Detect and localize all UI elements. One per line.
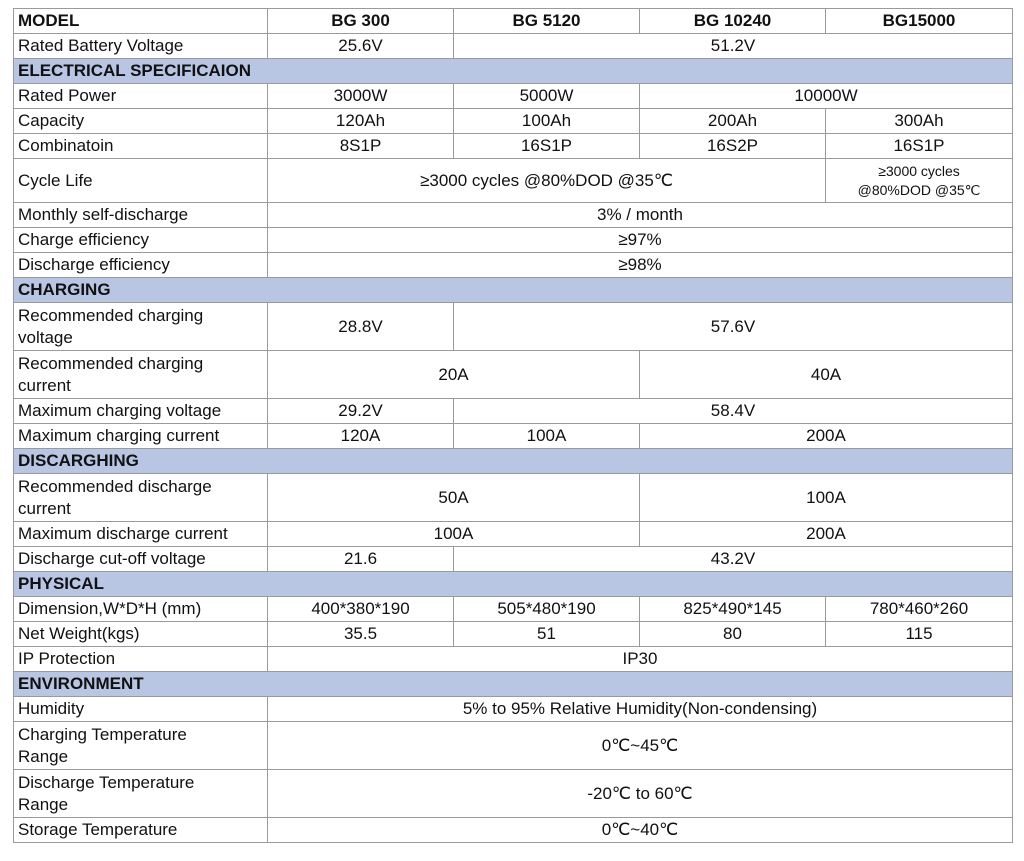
- cell-value: 0℃~45℃: [268, 722, 1013, 770]
- cell-value: 35.5: [268, 622, 454, 647]
- cell-value: 100A: [640, 474, 1013, 522]
- cell-value: 200Ah: [640, 109, 826, 134]
- cell-value: 25.6V: [268, 34, 454, 59]
- cell-value: 28.8V: [268, 303, 454, 351]
- section-environment: [14, 672, 1013, 697]
- section-charging: [14, 278, 1013, 303]
- section-title: ENVIRONMENT: [14, 672, 1013, 697]
- row-label: Storage Temperature: [14, 818, 268, 843]
- cell-value: 51.2V: [454, 34, 1013, 59]
- rec-charge-voltage-row: [14, 303, 1013, 351]
- row-label: Maximum discharge current: [14, 522, 268, 547]
- row-label: [14, 474, 268, 522]
- cell-value: 16S2P: [640, 134, 826, 159]
- discharge-efficiency-row: [14, 253, 1013, 278]
- label-line: Discharge Temperature: [18, 772, 195, 792]
- model-bg10240: BG 10240: [640, 9, 826, 34]
- cell-value: 29.2V: [268, 399, 454, 424]
- cell-value: IP30: [268, 647, 1013, 672]
- label-line: current: [18, 375, 71, 395]
- humidity-row: [14, 697, 1013, 722]
- section-discharging: [14, 449, 1013, 474]
- label-line: voltage: [18, 327, 73, 347]
- cell-value: 10000W: [640, 84, 1013, 109]
- section-title: PHYSICAL: [14, 572, 1013, 597]
- cell-value: 43.2V: [454, 547, 1013, 572]
- cell-value: 200A: [640, 424, 1013, 449]
- section-title: DISCARGHING: [14, 449, 1013, 474]
- weight-row: [14, 622, 1013, 647]
- cell-value: 400*380*190: [268, 597, 454, 622]
- row-label: Combinatoin: [14, 134, 268, 159]
- section-title: ELECTRICAL SPECIFICAION: [14, 59, 1013, 84]
- row-label: Cycle Life: [14, 159, 268, 203]
- cell-value: 8S1P: [268, 134, 454, 159]
- row-label: Rated Power: [14, 84, 268, 109]
- cell-value: 21.6: [268, 547, 454, 572]
- cell-value: 300Ah: [826, 109, 1013, 134]
- storage-temp-row: [14, 818, 1013, 843]
- cell-value: 200A: [640, 522, 1013, 547]
- label-line: Recommended discharge: [18, 476, 212, 496]
- combination-row: [14, 134, 1013, 159]
- cell-value: ≥97%: [268, 228, 1013, 253]
- cell-value: 505*480*190: [454, 597, 640, 622]
- row-label: Dimension,W*D*H (mm): [14, 597, 268, 622]
- cell-value: 16S1P: [454, 134, 640, 159]
- cell-line: @80%DOD @35℃: [857, 181, 981, 198]
- cell-value: 3000W: [268, 84, 454, 109]
- rec-charge-current-row: [14, 351, 1013, 399]
- cell-value: 100A: [454, 424, 640, 449]
- cell-value: 120Ah: [268, 109, 454, 134]
- model-bg300: BG 300: [268, 9, 454, 34]
- discharge-temp-row: [14, 770, 1013, 818]
- cutoff-voltage-row: [14, 547, 1013, 572]
- cell-line: ≥3000 cycles: [878, 162, 960, 179]
- row-label: Maximum charging current: [14, 424, 268, 449]
- label-line: current: [18, 498, 71, 518]
- cell-value: 3% / month: [268, 203, 1013, 228]
- charge-efficiency-row: [14, 228, 1013, 253]
- label-line: Recommended charging: [18, 353, 204, 373]
- spec-table: [13, 8, 1013, 843]
- model-header: MODEL: [14, 9, 268, 34]
- row-label: Monthly self-discharge: [14, 203, 268, 228]
- dimension-row: [14, 597, 1013, 622]
- rated-power-row: [14, 84, 1013, 109]
- ip-row: [14, 647, 1013, 672]
- cell-value: 80: [640, 622, 826, 647]
- section-title: CHARGING: [14, 278, 1013, 303]
- cell-value: 40A: [640, 351, 1013, 399]
- row-label: Charge efficiency: [14, 228, 268, 253]
- row-label: Discharge cut-off voltage: [14, 547, 268, 572]
- cell-value: 57.6V: [454, 303, 1013, 351]
- row-label: Net Weight(kgs): [14, 622, 268, 647]
- cycle-life-row: [14, 159, 1013, 203]
- row-label: [14, 770, 268, 818]
- cell-value: 51: [454, 622, 640, 647]
- row-label: Rated Battery Voltage: [14, 34, 268, 59]
- cell-value: 16S1P: [826, 134, 1013, 159]
- cell-value: 825*490*145: [640, 597, 826, 622]
- model-bg5120: BG 5120: [454, 9, 640, 34]
- cell-value: 100Ah: [454, 109, 640, 134]
- cell-value: -20℃ to 60℃: [268, 770, 1013, 818]
- cell-value: 780*460*260: [826, 597, 1013, 622]
- cell-value: 0℃~40℃: [268, 818, 1013, 843]
- self-discharge-row: [14, 203, 1013, 228]
- row-label: IP Protection: [14, 647, 268, 672]
- section-physical: [14, 572, 1013, 597]
- cell-value: 20A: [268, 351, 640, 399]
- row-label: [14, 722, 268, 770]
- cell-value: 5% to 95% Relative Humidity(Non-condensing): [268, 697, 1013, 722]
- row-label: [14, 303, 268, 351]
- cell-value: [826, 159, 1013, 203]
- capacity-row: [14, 109, 1013, 134]
- label-line: Range: [18, 794, 69, 814]
- cell-value: 50A: [268, 474, 640, 522]
- row-label: Discharge efficiency: [14, 253, 268, 278]
- row-label: Capacity: [14, 109, 268, 134]
- label-line: Recommended charging: [18, 305, 204, 325]
- rec-discharge-current-row: [14, 474, 1013, 522]
- cell-value: ≥98%: [268, 253, 1013, 278]
- row-label: Maximum charging voltage: [14, 399, 268, 424]
- cell-value: ≥3000 cycles @80%DOD @35℃: [268, 159, 826, 203]
- cell-value: 58.4V: [454, 399, 1013, 424]
- rated-voltage-row: [14, 34, 1013, 59]
- cell-value: 100A: [268, 522, 640, 547]
- header-row: [14, 9, 1013, 34]
- cell-value: 115: [826, 622, 1013, 647]
- max-charge-current-row: [14, 424, 1013, 449]
- label-line: Range: [18, 746, 69, 766]
- max-charge-voltage-row: [14, 399, 1013, 424]
- cell-value: 120A: [268, 424, 454, 449]
- charge-temp-row: [14, 722, 1013, 770]
- row-label: Humidity: [14, 697, 268, 722]
- section-electrical: [14, 59, 1013, 84]
- label-line: Charging Temperature: [18, 724, 187, 744]
- cell-value: 5000W: [454, 84, 640, 109]
- max-discharge-current-row: [14, 522, 1013, 547]
- row-label: [14, 351, 268, 399]
- model-bg15000: BG15000: [826, 9, 1013, 34]
